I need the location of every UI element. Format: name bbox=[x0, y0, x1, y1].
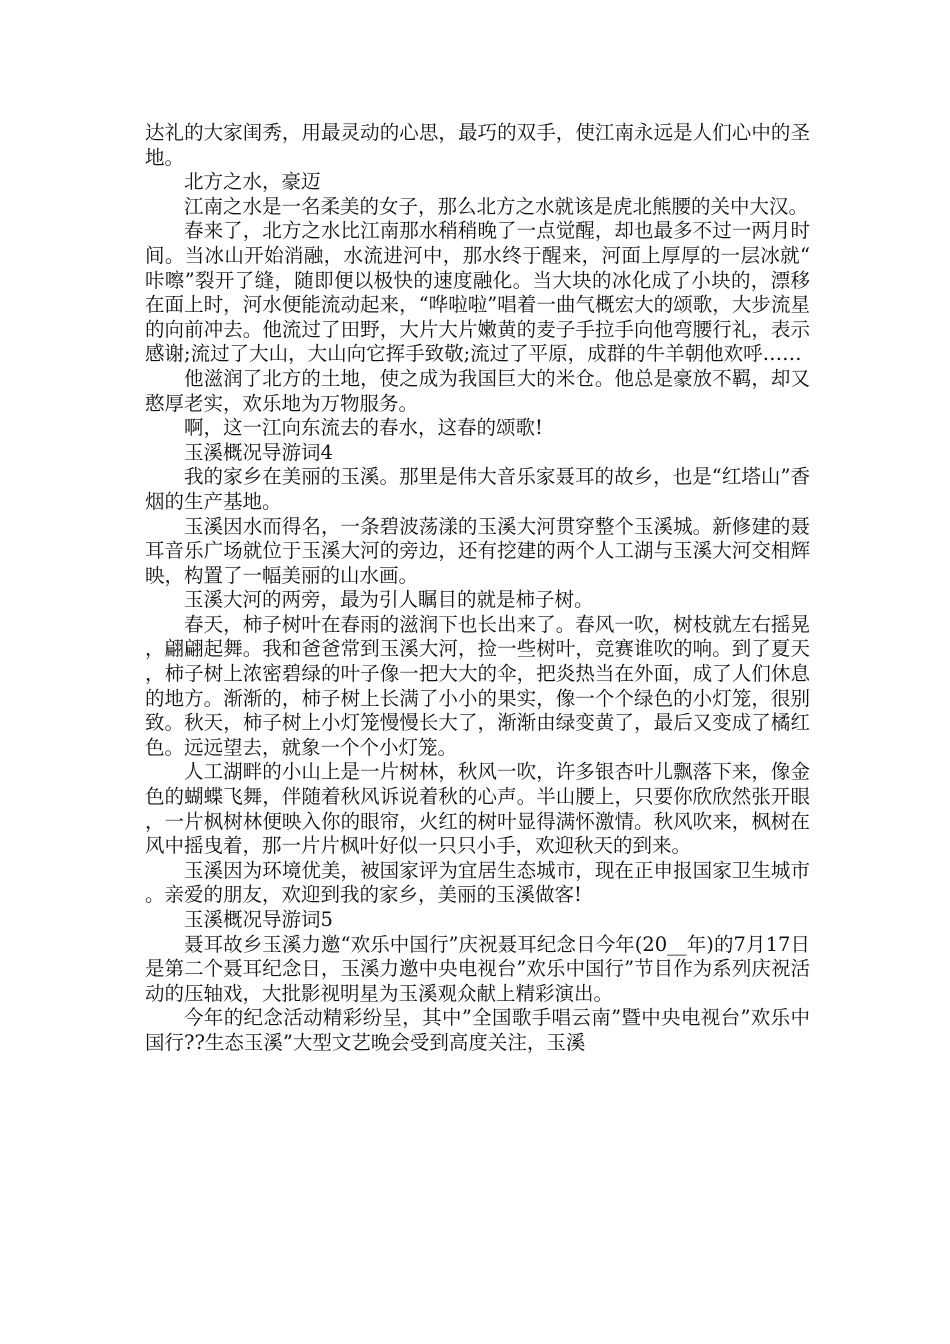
paragraph: 玉溪因为环境优美，被国家评为宜居生态城市，现在正申报国家卫生城市。亲爱的朋友，欢迎到我的家乡，美丽的玉溪做客! bbox=[145, 858, 810, 907]
paragraph: 他滋润了北方的土地，使之成为我国巨大的米仓。他总是豪放不羁，却又憨厚老实，欢乐地为万物服务。 bbox=[145, 366, 810, 415]
paragraph: 啊，这一江向东流去的春水，这春的颂歌! bbox=[184, 416, 543, 440]
paragraph: 春天，柿子树叶在春雨的滋润下也长出来了。春风一吹，树枝就左右摇晃，翩翩起舞。我和爸爸常到玉溪大河，捡一些树叶，竞赛谁吹的响。到了夏天，柿子树上浓密碧绿的叶子像一把大大的伞，把炎热当在外面，成了人们休息的地方。渐渐的，柿子树上长满了小小的果实，像一个个绿色的小灯笼，很别致。秋天，柿子树上小灯笼慢慢长大了，渐渐由绿变黄了，最后又变成了橘红色。远远望去，就象一个个小灯笼。 bbox=[145, 612, 810, 759]
paragraph: 今年的纪念活动精彩纷呈，其中”全国歌手唱云南”暨中央电视台”欢乐中国行??生态玉溪”大型文艺晚会受到高度关注，玉溪 bbox=[145, 1006, 810, 1054]
paragraph: 春来了，北方之水比江南那水稍稍晚了一点觉醒，却也最多不过一两月时间。当冰山开始消融，水流进河中，那水终于醒来，河面上厚厚的一层冰就“咔嚓”裂开了缝，随即便以极快的速度融化。当大块的冰化成了小块的，漂移在面上时，河水便能流动起来，“哗啦啦”唱着一曲气概宏大的颂歌，大步流星的向前冲去。他流过了田野，大片大片嫩黄的麦子手拉手向他弯腰行礼，表示感谢;流过了大山，大山向它挥手致敬;流过了平原，成群的牛羊朝他欢呼…… bbox=[145, 219, 810, 366]
paragraph: 我的家乡在美丽的玉溪。那里是伟大音乐家聂耳的故乡，也是“红塔山”香烟的生产基地。 bbox=[145, 465, 810, 513]
section-heading: 玉溪概况导游词4 bbox=[184, 440, 333, 464]
paragraph: 人工湖畔的小山上是一片树林，秋风一吹，许多银杏叶儿飘落下来，像金色的蝴蝶飞舞，伴随着秋风诉说着秋的心声。半山腰上，只要你欣欣然张开眼，一片枫树林便映入你的眼帘，火红的树叶显得满怀激情。秋风吹来，枫树在风中摇曳着，那一片片枫叶好似一只只小手，欢迎秋天的到来。 bbox=[145, 760, 810, 858]
paragraph: 聂耳故乡玉溪力邀“欢乐中国行”庆祝聂耳纪念日今年(20__年)的7月17日是第二个聂耳纪念日，玉溪力邀中央电视台”欢乐中国行”节目作为系列庆祝活动的压轴戏，大批影视明星为玉溪观众献上精彩演出。 bbox=[145, 932, 810, 1005]
paragraph: 玉溪大河的两旁，最为引人瞩目的就是柿子树。 bbox=[184, 588, 594, 612]
document-body bbox=[145, 121, 810, 1056]
paragraph: 达礼的大家闺秀，用最灵动的心思，最巧的双手，使江南永远是人们心中的圣地。 bbox=[145, 121, 810, 169]
section-heading: 玉溪概况导游词5 bbox=[184, 908, 333, 931]
paragraph: 江南之水是一名柔美的女子，那么北方之水就该是虎北熊腰的关中大汉。 bbox=[184, 194, 809, 218]
section-heading: 北方之水，豪迈 bbox=[184, 170, 321, 194]
paragraph: 玉溪因水而得名，一条碧波荡漾的玉溪大河贯穿整个玉溪城。新修建的聂耳音乐广场就位于玉溪大河的旁边，还有挖建的两个人工湖与玉溪大河交相辉映，构置了一幅美丽的山水画。 bbox=[145, 514, 810, 587]
